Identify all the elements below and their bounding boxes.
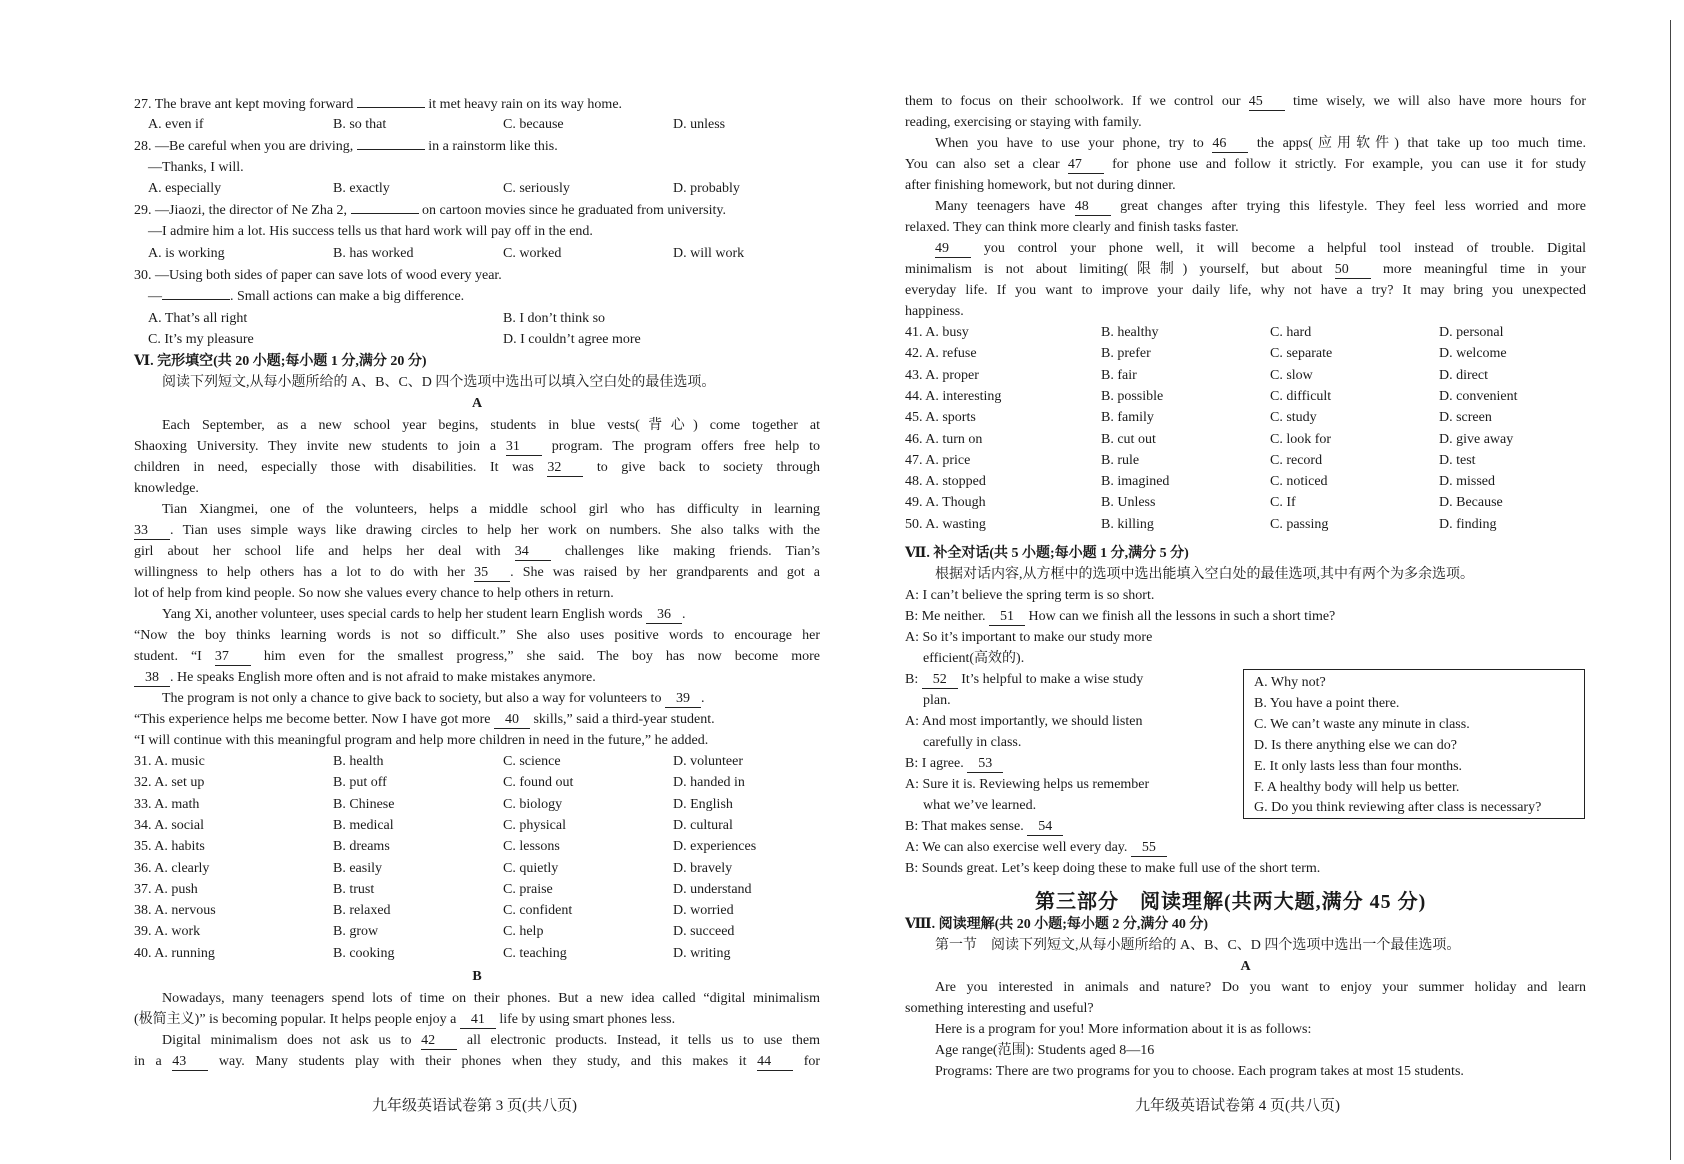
option: B. trust (333, 881, 375, 897)
passage-line: Each September, as a new school year begins, students in blue vests(背心) come together at (162, 418, 820, 433)
passage-line: The program is not only a chance to give back to society, but also a way for volunteers to 39 . (162, 691, 705, 706)
option: B. Unless (1101, 495, 1156, 511)
blank (357, 107, 425, 108)
dialogue-line: A: We can also exercise well every day. 55 (905, 837, 1586, 858)
option: D. I couldn’t agree more (503, 332, 641, 347)
passage-line: Here is a program for you! More information about it is as follows: (935, 1022, 1312, 1037)
option: D. bravely (673, 860, 733, 876)
passage-line: 33 . Tian uses simple ways like drawing circles to help her work on numbers. She also talks with the (134, 523, 820, 538)
option: D. probably (673, 181, 740, 196)
blank: 53 (967, 756, 1003, 773)
section-title: Ⅶ. 补全对话(共 5 小题;每小题 1 分,满分 5 分) (905, 546, 1189, 561)
option: D. test (1439, 452, 1476, 468)
dialogue-line: carefully in class. (923, 735, 1022, 750)
option: A. is working (148, 246, 225, 261)
passage-line: lot of help from kind people. So now she values every chance to help others in return. (134, 586, 614, 601)
dialogue-line: B: 52 It’s helpful to make a wise study (905, 672, 1144, 687)
passage-line: minimalism is not about limiting(限制) yourself, but about 50 more meaningful time in your (905, 262, 1587, 277)
option: C. quietly (503, 860, 559, 876)
option: D. worried (673, 903, 734, 919)
dialogue-line: A: Sure it is. Reviewing helps us remember (905, 777, 1150, 792)
passage-line: them to focus on their schoolwork. If we control our 45 time wisely, we will also have more hours for (905, 94, 1587, 109)
dialogue-line: A: And most importantly, we should listen (905, 714, 1143, 729)
dialogue-line: B: Me neither. 51 How can we finish all the lessons in such a short time? (905, 609, 1336, 624)
passage-line: Yang Xi, another volunteer, uses special cards to help her student learn English words 36 . (162, 607, 686, 622)
option: 37. A. push (134, 881, 198, 897)
option: 49. A. Though (905, 495, 986, 511)
option: D. experiences (673, 839, 757, 855)
option: D. welcome (1439, 346, 1507, 362)
dialogue-line: B: I agree. 53 (905, 753, 1586, 774)
option: 39. A. work (134, 924, 201, 940)
passage-label: B (472, 969, 482, 984)
option: D. Because (1439, 495, 1503, 511)
option: B. easily (333, 860, 382, 876)
option: C. seriously (503, 181, 570, 196)
option: C. found out (503, 775, 574, 791)
option: 31. A. music (134, 754, 205, 769)
dialogue-line: A: I can’t believe the spring term is so short. (905, 588, 1155, 603)
dialogue-line: what we’ve learned. (923, 798, 1037, 813)
option: A. That’s all right (148, 311, 248, 326)
option: D. will work (673, 246, 745, 261)
blank: 44 (757, 1054, 793, 1071)
option: D. English (673, 796, 733, 812)
passage-line: Programs: There are two programs for you to choose. Each program takes at most 15 students. (935, 1064, 1464, 1079)
option: B. Chinese (333, 796, 395, 812)
option: D. screen (1439, 410, 1492, 426)
option: C. If (1270, 495, 1296, 511)
blank: 54 (1027, 819, 1063, 836)
option: D. missed (1439, 474, 1495, 490)
blank: 36 (646, 607, 682, 624)
blank (351, 213, 419, 214)
dialogue-line: efficient(高效的). (923, 651, 1025, 666)
question-27: 27. The brave ant kept moving forward it met heavy rain on its way home. (134, 97, 623, 112)
option: B. so that (333, 117, 387, 132)
dialogue-line: B: That makes sense. 54 (905, 816, 1586, 837)
option: B. health (333, 754, 384, 769)
option: C. record (1270, 452, 1323, 468)
option: C. study (1270, 410, 1317, 426)
reply: —I admire him a lot. His success tells us that hard work will pay off in the end. (148, 224, 593, 239)
option: C. It’s my pleasure (148, 332, 254, 347)
option: C. help (503, 924, 544, 940)
option: D. give away (1439, 431, 1514, 447)
question-28: 28. —Be careful when you are driving, in a rainstorm like this. (134, 139, 558, 154)
option: B. prefer (1101, 346, 1151, 362)
blank: 38 (134, 670, 170, 687)
blank: 41 (460, 1012, 496, 1029)
option: B. I don’t think so (503, 311, 606, 326)
section-instruction: 阅读下列短文,从每小题所给的 A、B、C、D 四个选项中选出可以填入空白处的最佳选项。 (162, 375, 716, 390)
page-footer: 九年级英语试卷第 3 页(共八页) (372, 1098, 577, 1114)
reply: —Thanks, I will. (148, 160, 244, 175)
page-footer: 九年级英语试卷第 4 页(共八页) (1135, 1098, 1340, 1114)
option: C. lessons (503, 839, 560, 855)
option: 43. A. proper (905, 367, 979, 383)
option: B. rule (1101, 452, 1140, 468)
option: 36. A. clearly (134, 860, 210, 876)
option: 41. A. busy (905, 325, 969, 340)
blank: 49 (935, 241, 971, 258)
option: C. slow (1270, 367, 1313, 383)
option: D. finding (1439, 516, 1497, 532)
option: C. noticed (1270, 474, 1328, 490)
option: B. family (1101, 410, 1154, 426)
option: B. cooking (333, 945, 395, 961)
blank: 52 (922, 672, 958, 689)
option: 38. A. nervous (134, 903, 216, 919)
blank: 35 (474, 565, 510, 582)
option: C. hard (1270, 325, 1312, 340)
option: 40. A. running (134, 945, 215, 961)
dialogue-line: plan. (923, 693, 951, 708)
option: C. because (503, 117, 564, 132)
passage-line: willingness to help others has a lot to do with her 35 . She was raised by her grandparents and got a (134, 565, 820, 580)
option: 42. A. refuse (905, 346, 977, 362)
option: B. has worked (333, 246, 414, 261)
option: C. confident (503, 903, 573, 919)
section-title: Ⅵ. 完形填空(共 20 小题;每小题 1 分,满分 20 分) (134, 354, 427, 369)
blank: 39 (665, 691, 701, 708)
option: B. healthy (1101, 325, 1159, 340)
option: D. writing (673, 945, 731, 961)
blank: 42 (421, 1033, 457, 1050)
option: D. cultural (673, 817, 733, 833)
option: B. cut out (1101, 431, 1156, 447)
passage-line: girl about her school life and helps her deal with 34 challenges like making friends. Tian’s (134, 544, 821, 559)
reply: — . Small actions can make a big difference. (148, 289, 465, 304)
passage-line: Nowadays, many teenagers spend lots of time on their phones. But a new idea called “digital minimalism (162, 991, 820, 1006)
question-30: 30. —Using both sides of paper can save lots of wood every year. (134, 268, 502, 283)
option: 48. A. stopped (905, 474, 986, 490)
option: B. fair (1101, 367, 1137, 383)
passage-line: “This experience helps me become better. Now I have got more 40 skills,” said a third-year student. (134, 712, 715, 727)
option: 47. A. price (905, 452, 971, 468)
box-option: E. It only lasts less than four months. (1254, 759, 1463, 774)
option: 44. A. interesting (905, 388, 1002, 404)
blank: 47 (1068, 157, 1104, 174)
passage-line: happiness. (905, 304, 964, 319)
option: B. possible (1101, 388, 1164, 404)
option: A. especially (148, 181, 222, 196)
section-instruction: 根据对话内容,从方框中的选项中选出能填入空白处的最佳选项,其中有两个为多余选项。 (935, 567, 1474, 582)
option: C. praise (503, 881, 553, 897)
blank: 34 (515, 544, 551, 561)
passage-line: Shaoxing University. They invite new students to join a 31 program. The program offers free help to (134, 439, 821, 454)
passage-line: children in need, especially those with disabilities. It was 32 to give back to society through (134, 460, 821, 475)
option: D. convenient (1439, 388, 1518, 404)
option: D. succeed (673, 924, 735, 940)
option: C. separate (1270, 346, 1333, 362)
option: A. even if (148, 117, 204, 132)
option: 50. A. wasting (905, 516, 986, 532)
option: C. difficult (1270, 388, 1332, 404)
option: B. put off (333, 775, 387, 791)
section-title: Ⅷ. 阅读理解(共 20 小题;每小题 2 分,满分 40 分) (905, 917, 1209, 932)
passage-line: When you have to use your phone, try to 46 the apps(应用软件) that take up too much time. (935, 136, 1587, 151)
passage-line: Digital minimalism does not ask us to 42 all electronic products. Instead, it tells us to use them (162, 1033, 821, 1048)
option: C. biology (503, 796, 563, 812)
option: B. dreams (333, 839, 390, 855)
option: D. volunteer (673, 754, 743, 769)
box-option: G. Do you think reviewing after class is necessary? (1254, 800, 1542, 815)
option: C. worked (503, 246, 562, 261)
section-instruction: 第一节 阅读下列短文,从每小题所给的 A、B、C、D 四个选项中选出一个最佳选项。 (935, 938, 1461, 953)
passage-line: Many teenagers have 48 great changes after trying this lifestyle. They feel less worried and more (935, 199, 1587, 214)
blank: 32 (547, 460, 583, 477)
blank: 51 (989, 609, 1025, 626)
blank (162, 299, 230, 300)
passage-line: knowledge. (134, 481, 199, 496)
option: B. medical (333, 817, 394, 833)
passage-line: student. “I 37 him even for the smallest progress,” she said. The boy has now become more (134, 649, 821, 664)
option: C. passing (1270, 516, 1329, 532)
box-option: A. Why not? (1254, 675, 1326, 690)
right-edge-line (1670, 20, 1671, 1160)
blank (357, 149, 425, 150)
option: 34. A. social (134, 817, 204, 833)
blank: 37 (215, 649, 251, 666)
passage-line: 38 . He speaks English more often and is not afraid to make mistakes anymore. (134, 667, 820, 688)
dialogue-line: A: So it’s important to make our study more (905, 630, 1153, 645)
passage-line: You can also set a clear 47 for phone use and follow it strictly. For example, you can use it for study (905, 157, 1586, 172)
passage-line: reading, exercising or staying with family. (905, 115, 1142, 130)
option: B. relaxed (333, 903, 391, 919)
passage-line: Are you interested in animals and nature? Do you want to enjoy your summer holiday and learn (935, 980, 1586, 995)
option: D. understand (673, 881, 752, 897)
option: C. science (503, 754, 561, 769)
passage-line: 49 you control your phone well, it will become a helpful tool instead of trouble. Digital (935, 241, 1587, 256)
blank: 46 (1212, 136, 1248, 153)
passage-label: A (471, 396, 483, 411)
box-option: B. You have a point there. (1254, 696, 1400, 711)
option: B. killing (1101, 516, 1154, 532)
passage-line: in a 43 way. Many students play with their phones when they study, and this makes it 44 for (134, 1054, 821, 1069)
blank: 48 (1075, 199, 1111, 216)
option: C. look for (1270, 431, 1332, 447)
box-option: D. Is there anything else we can do? (1254, 738, 1457, 753)
option: 32. A. set up (134, 775, 205, 791)
passage-label: A (1240, 959, 1251, 974)
passage-line: after finishing homework, but not during dinner. (905, 178, 1176, 193)
box-option: C. We can’t waste any minute in class. (1254, 717, 1470, 732)
dialogue-line: B: Sounds great. Let’s keep doing these to make full use of the short term. (905, 861, 1321, 876)
option: C. teaching (503, 945, 567, 961)
blank: 33 (134, 523, 170, 540)
option: D. handed in (673, 775, 745, 791)
option: B. exactly (333, 181, 390, 196)
option: C. physical (503, 817, 566, 833)
option: 33. A. math (134, 796, 200, 812)
dialogue-options-box (1243, 669, 1585, 819)
passage-line: (极简主义)” is becoming popular. It helps people enjoy a 41 life by using smart phones less. (134, 1012, 676, 1027)
passage-line: everyday life. If you want to improve your daily life, why not have a try? It may bring you unexpected (905, 283, 1586, 298)
part-title: 第三部分 阅读理解(共两大题,满分 45 分) (1035, 891, 1427, 913)
passage-line: relaxed. They can think more clearly and finish tasks faster. (905, 220, 1239, 235)
option: D. personal (1439, 325, 1504, 340)
blank: 40 (494, 712, 530, 729)
question-29: 29. —Jiaozi, the director of Ne Zha 2, on cartoon movies since he graduated from university. (134, 203, 726, 218)
blank: 43 (172, 1054, 208, 1071)
option: D. unless (673, 117, 726, 132)
passage-line: something interesting and useful? (905, 1001, 1094, 1016)
blank: 31 (506, 439, 542, 456)
option: B. imagined (1101, 474, 1170, 490)
passage-line: Tian Xiangmei, one of the volunteers, helps a middle school girl who has difficulty in learning (162, 502, 820, 517)
passage-line: “Now the boy thinks learning words is not so difficult.” She also uses positive words to encourage her (134, 628, 820, 643)
option: 45. A. sports (905, 410, 976, 426)
blank: 45 (1249, 94, 1285, 111)
passage-line: Age range(范围): Students aged 8—16 (935, 1043, 1155, 1058)
passage-line: “I will continue with this meaningful program and help more children in need in the future,” he added. (134, 733, 709, 748)
option: 46. A. turn on (905, 431, 983, 447)
blank: 55 (1131, 840, 1167, 857)
option: D. direct (1439, 367, 1488, 383)
blank: 50 (1335, 262, 1371, 279)
box-option: F. A healthy body will help us better. (1254, 780, 1460, 795)
option: B. grow (333, 924, 379, 940)
option: 35. A. habits (134, 839, 205, 855)
